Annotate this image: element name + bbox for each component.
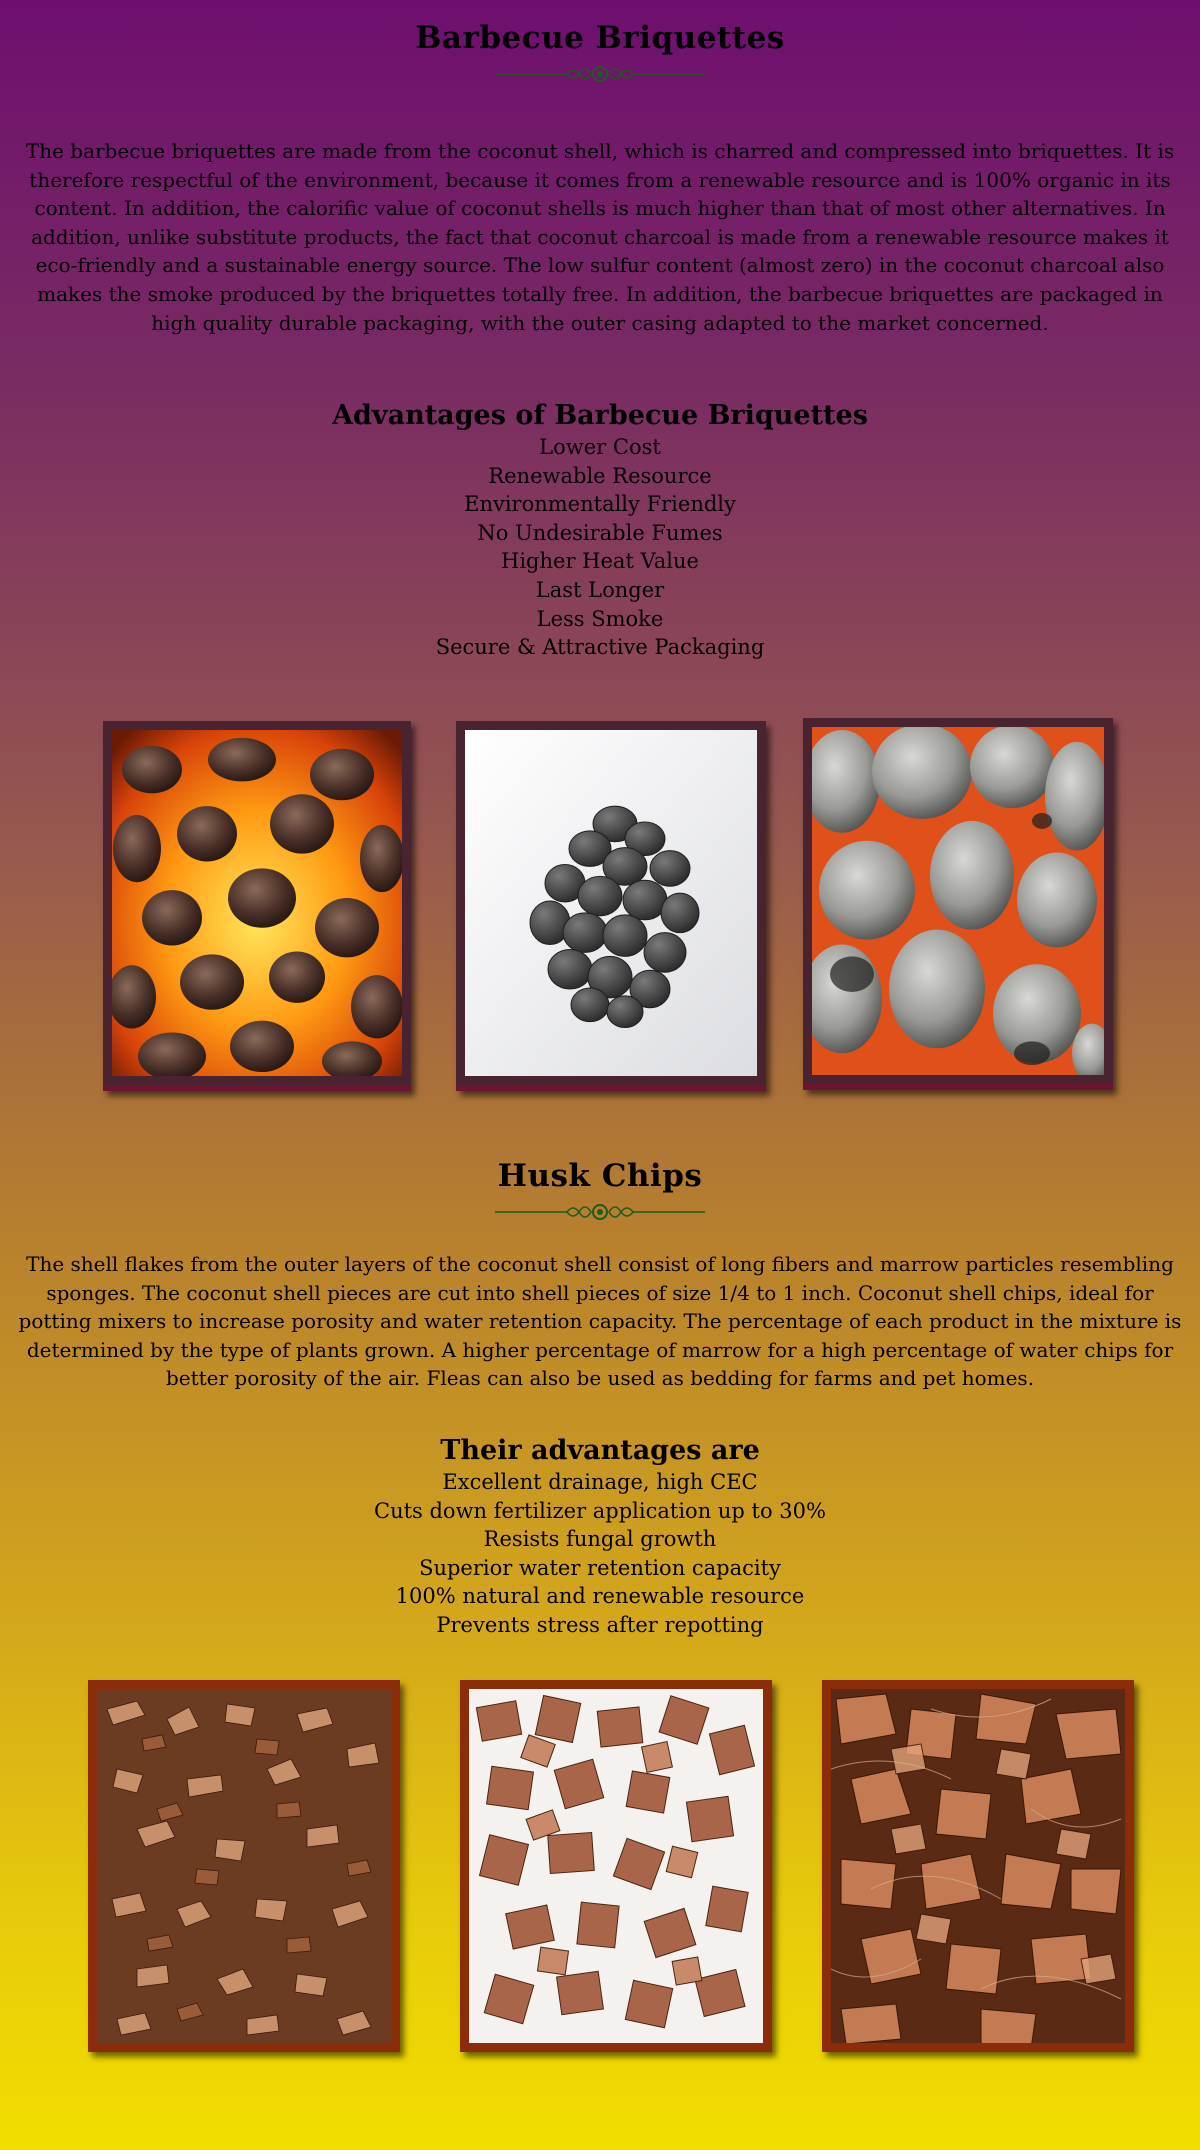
list-item: Lower Cost [539,435,661,459]
husk-advantages-list [0,1468,1200,1640]
list-item: Cuts down fertilizer application up to 30% [374,1498,826,1523]
briquettes-title: Barbecue Briquettes [415,20,785,56]
glowing-briquettes-photo[interactable] [803,718,1113,1090]
list-item: Higher Heat Value [501,549,699,574]
husk-description-block [0,1250,1200,1393]
list-item: Excellent drainage, high CEC [442,1470,758,1494]
briquettes-description-block [0,137,1200,337]
briquettes-advantages-title: Advantages of Barbecue Briquettes [332,400,868,431]
husk-title: Husk Chips [497,1158,703,1194]
coarse-husk-chips-photo[interactable] [460,1680,772,2052]
fibrous-husk-chips-photo[interactable] [822,1680,1134,2052]
husk-advantages-title: Their advantages are [440,1435,760,1466]
list-item: Renewable Resource [488,463,712,488]
briquette-pile-photo[interactable] [456,721,766,1091]
coconut-fiber-icon [831,1689,1125,2043]
list-item: Less Smoke [536,606,664,631]
divider-ornament-icon [495,1200,705,1224]
briquette-pile-icon [465,730,757,1076]
briquettes-advantages-list [0,433,1200,662]
briquettes-description: The barbecue briquettes are made from the coconut shell, which is charred and compressed into briquettes. It is therefore respectful of the environment, because it comes from a renewable resource and is 100% organic in its content. In addition, the calorific value of coconut shells is much higher than that of most other alternatives. In addition, unlike substitute products, the fact that coconut charcoal is made from a renewable resource makes it eco-friendly and a sustainable energy source. The low sulfur content (almost zero) in the coconut charcoal also makes the smoke produced by the briquettes totally free. In addition, the barbecue briquettes are packaged in high quality durable packaging, with the outer casing adapted to the market concerned. [25,139,1175,335]
divider-ornament-icon [495,62,705,86]
fine-husk-chips-photo[interactable] [88,1680,400,2052]
husk-header [0,1158,1200,1224]
list-item: Secure & Attractive Packaging [435,635,765,660]
list-item: Prevents stress after repotting [436,1612,764,1637]
husk-chips-icon [97,1689,391,2043]
list-item: Resists fungal growth [483,1527,717,1552]
list-item: Environmentally Friendly [464,492,736,517]
husk-chunks-icon [469,1689,763,2043]
husk-description: The shell flakes from the outer layers of the coconut shell consist of long fibers and marrow particles resembling sponges. The coconut shell pieces are cut into shell pieces of size 1/4 to 1 inch. Coconut shell chips, ideal for potting mixers to increase porosity and water retention capacity. The percentage of each product in the mixture is determined by the type of plants grown. A higher percentage of marrow for a high percentage of water chips for better porosity of the air. Fleas can also be used as bedding for farms and pet homes. [18,1252,1182,1391]
burning-briquettes-photo[interactable] [103,721,411,1091]
briquettes-advantages [0,399,1200,662]
briquettes-header [0,20,1200,86]
ember-icon [812,727,1104,1075]
list-item: 100% natural and renewable resource [395,1584,805,1609]
list-item: No Undesirable Fumes [477,520,723,545]
fire-icon [112,730,402,1076]
list-item: Superior water retention capacity [419,1555,781,1580]
list-item: Last Longer [535,577,665,602]
husk-gallery [0,1680,1200,2060]
husk-advantages [0,1434,1200,1640]
briquettes-gallery [0,718,1200,1098]
